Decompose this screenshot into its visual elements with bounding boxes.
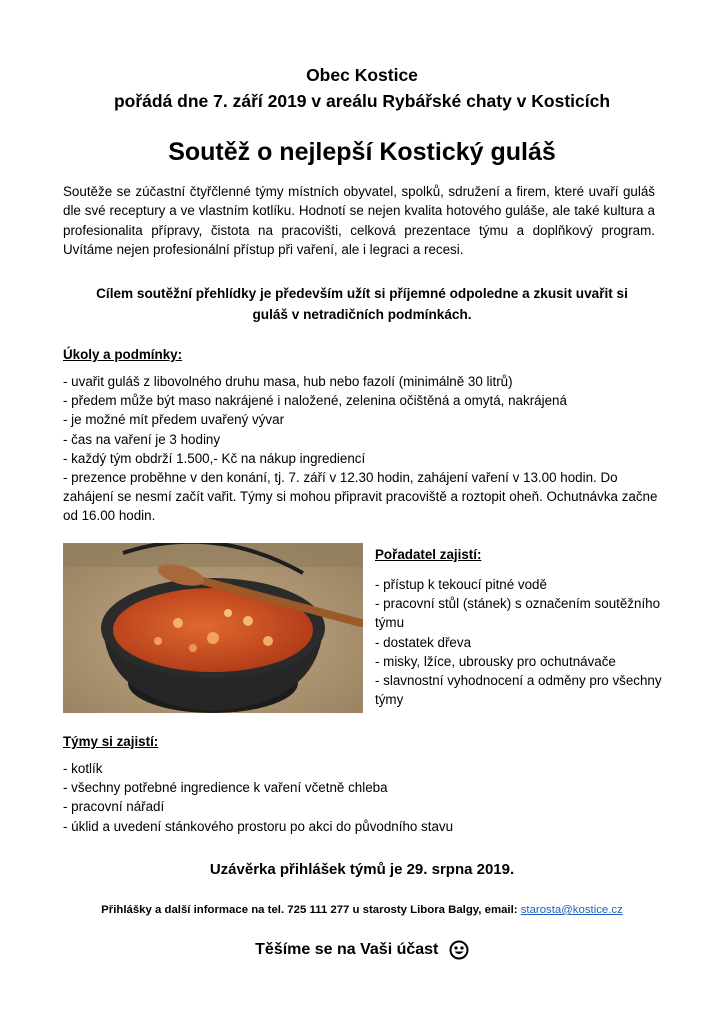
list-item: - přístup k tekoucí pitné vodě bbox=[375, 577, 547, 592]
list-item: - je možné mít předem uvařený vývar bbox=[63, 412, 285, 428]
header-village: Obec Kostice bbox=[306, 65, 418, 85]
page-title: Soutěž o nejlepší Kostický guláš bbox=[168, 138, 556, 166]
contact-text: Přihlášky a další informace na tel. 725 111 277 u starosty Libora Balgy, email: bbox=[101, 904, 521, 916]
closing-text: Těšíme se na Vaši účast bbox=[255, 941, 439, 958]
list-item: - uvařit guláš z libovolného druhu masa, hub nebo fazolí (minimálně 30 litrů) bbox=[63, 374, 513, 389]
email-link[interactable]: starosta@kostice.cz bbox=[520, 904, 623, 916]
organizer-heading: Pořadatel zajistí: bbox=[375, 547, 482, 562]
tasks-heading: Úkoly a podmínky: bbox=[63, 347, 183, 362]
list-item: - dostatek dřeva bbox=[375, 634, 472, 650]
list-item: - kotlík bbox=[63, 761, 103, 776]
list-item: - misky, lžíce, ubrousky pro ochutnávače bbox=[375, 653, 616, 669]
list-item: - úklid a uvedení stánkového prostoru po akci do původního stavu bbox=[63, 818, 454, 834]
smiley-icon bbox=[449, 940, 469, 960]
tasks-list bbox=[63, 372, 663, 526]
list-item: - slavnostní vyhodnocení a odměny pro všechny týmy bbox=[375, 673, 662, 708]
list-item: - čas na vaření je 3 hodiny bbox=[63, 431, 221, 447]
closing-line bbox=[0, 938, 724, 962]
intro-paragraph: Soutěže se zúčastní čtyřčlenné týmy místních obyvatel, spolků, sdružení a firem, které uvaří guláš dle své receptury a ve vlastním kotlíku. Hodnotí se nejen kvalita hotového guláše, ale také kultura a profesionalita přípravy, čistota na pracovišti, celková prezentace týmu a doplňkový program. Uvítáme nejen profesionální přístup při vaření, ale i legraci a recesi. bbox=[63, 184, 655, 258]
list-item: - předem může být maso nakrájené i naložené, zelenina očištěná a omytá, nakrájená bbox=[63, 393, 567, 409]
teams-heading: Týmy si zajistí: bbox=[63, 734, 159, 749]
list-item: - pracovní stůl (stánek) s označením soutěžního týmu bbox=[375, 596, 661, 631]
header-date-location: pořádá dne 7. září 2019 v areálu Rybářské chaty v Kosticích bbox=[113, 91, 611, 111]
organizer-list bbox=[375, 575, 665, 709]
contact-line bbox=[0, 902, 724, 918]
goal-statement: Cílem soutěžní přehlídky je především užít si příjemné odpoledne a zkusit uvařit si guláš v netradičních podmínkách. bbox=[96, 286, 628, 322]
registration-deadline: Uzávěrka přihlášek týmů je 29. srpna 2019. bbox=[209, 861, 515, 878]
teams-list bbox=[63, 759, 663, 836]
list-item: - prezence proběhne v den konání, tj. 7. září v 12.30 hodin, zahájení vaření v 13.00 hodin. Do zahájení se nesmí začít vařit. Týmy si mohou připravit pracoviště a roztopit oheň. Ochutnávka začne od 16.00 hodin. bbox=[63, 470, 658, 524]
list-item: - všechny potřebné ingredience k vaření včetně chleba bbox=[63, 780, 388, 796]
goulash-kettle-photo bbox=[63, 543, 363, 713]
list-item: - každý tým obdrží 1.500,- Kč na nákup ingrediencí bbox=[63, 450, 366, 466]
list-item: - pracovní nářadí bbox=[63, 799, 165, 815]
